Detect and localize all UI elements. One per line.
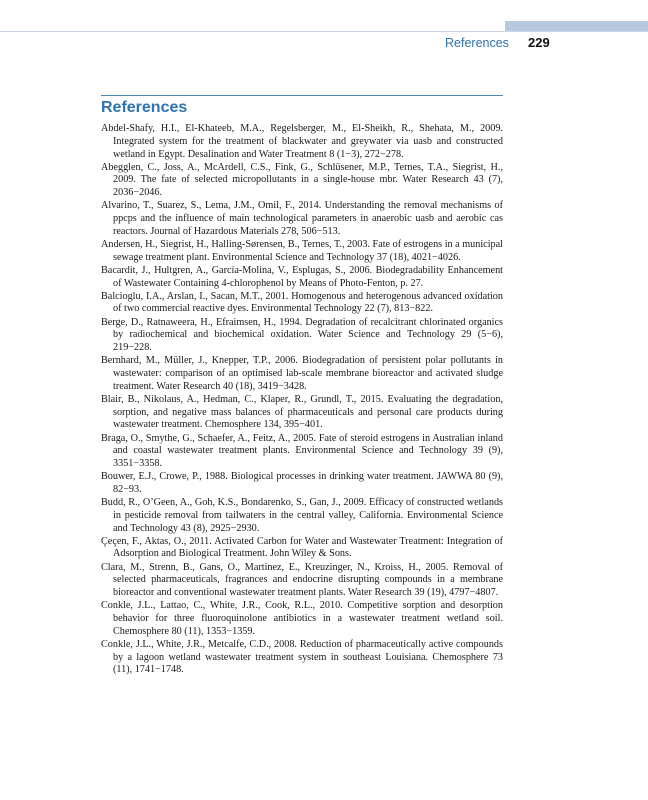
reference-entry: Bouwer, E.J., Crowe, P., 1988. Biological processes in drinking water treatment. JAWWA 80 (9), 82−93.: [101, 471, 503, 495]
section-title: References: [101, 99, 188, 116]
reference-entry: Braga, O., Smythe, G., Schaefer, A., Feitz, A., 2005. Fate of steroid estrogens in Australian inland and coastal wastewater treatment plants. Environmental Science and Technology 39 (9), 3351−3358.: [101, 432, 503, 470]
reference-entry: Clara, M., Strenn, B., Gans, O., Martinez, E., Kreuzinger, N., Kroiss, H., 2005. Removal of selected pharmaceuticals, fragrances and endocrine disrupting compounds in a membrane bioreactor and conventional wastewater treatment plants. Water Research 39 (19), 4797−4807.: [101, 561, 503, 599]
reference-entry: Çeçen, F., Aktas, O., 2011. Activated Carbon for Water and Wastewater Treatment: Integration of Adsorption and Biological Treatment. John Wiley & Sons.: [101, 535, 503, 560]
section-rule: [101, 95, 503, 96]
reference-entry: Bacardit, J., Hultgren, A., García-Molina, V., Esplugas, S., 2006. Biodegradability Enhancement of Wastewater Containing 4-chlorophenol by Means of Photo-Fenton, p. 27.: [101, 264, 503, 289]
header-divider: [0, 31, 648, 32]
header-accent-bar: [505, 21, 648, 31]
reference-entry: Berge, D., Ratnaweera, H., Efraimsen, H., 1994. Degradation of recalcitrant chlorinated organics by radiochemical and biochemical oxidation. Water Science and Technology 29 (5−6), 219−228.: [101, 316, 503, 354]
reference-entry: Andersen, H., Siegrist, H., Halling-Sørensen, B., Ternes, T., 2003. Fate of estrogens in a municipal sewage treatment plant. Environmental Science and Technology 37 (18), 4021−4026.: [101, 238, 503, 263]
reference-entry: Abdel-Shafy, H.I., El-Khateeb, M.A., Regelsberger, M., El-Sheikh, R., Shehata, M., 2009. Integrated system for the treatment of blackwater and greywater via uasb and constructed wetland in Egypt. Desalination and Water Treatment 8 (1−3), 272−278.: [101, 123, 503, 160]
reference-entry: Balcioglu, I.A., Arslan, I., Sacan, M.T., 2001. Homogenous and heterogenous advanced oxidation of two commercial reactive dyes. Environmental Technology 22 (7), 813−822.: [101, 290, 503, 315]
reference-entry: Bernhard, M., Müller, J., Knepper, T.P., 2006. Biodegradation of persistent polar pollutants in wastewater: comparison of an optimised lab-scale membrane bioreactor and activated sludge treatment. Water Research 40 (18), 3419−3428.: [101, 355, 503, 392]
page-number: 229: [528, 35, 550, 50]
running-title: References: [445, 36, 509, 50]
reference-entry: Abegglen, C., Joss, A., McArdell, C.S., Fink, G., Schlüsener, M.P., Ternes, T.A., Siegrist, H., 2009. The fate of selected micropollutants in a single-house mbr. Water Research 43 (7), 2036−2046.: [101, 161, 503, 199]
reference-entry: Conkle, J.L., White, J.R., Metcalfe, C.D., 2008. Reduction of pharmaceutically active compounds by a lagoon wetland wastewater treatment system in southeast Louisiana. Chemosphere 73 (11), 1741−1748.: [101, 638, 503, 676]
reference-entry: Alvarino, T., Suarez, S., Lema, J.M., Omil, F., 2014. Understanding the removal mechanisms of ppcps and the influence of main technological parameters in anaerobic uasb and aerobic cas reactors. Journal of Hazardous Materials 278, 506−513.: [101, 200, 503, 237]
reference-list: [101, 123, 503, 678]
reference-entry: Budd, R., O’Geen, A., Goh, K.S., Bondarenko, S., Gan, J., 2009. Efficacy of constructed wetlands in pesticide removal from tailwaters in the central valley, California. Environmental Science and Technology 43 (8), 2925−2930.: [101, 497, 503, 534]
reference-entry: Conkle, J.L., Lattao, C., White, J.R., Cook, R.L., 2010. Competitive sorption and desorption behavior for three fluoroquinolone antibiotics in a wastewater treatment wetland soil. Chemosphere 80 (11), 1353−1359.: [101, 600, 503, 637]
reference-entry: Blair, B., Nikolaus, A., Hedman, C., Klaper, R., Grundl, T., 2015. Evaluating the degradation, sorption, and negative mass balances of pharmaceuticals and personal care products during wastewater treatment. Chemosphere 134, 395−401.: [101, 393, 503, 431]
